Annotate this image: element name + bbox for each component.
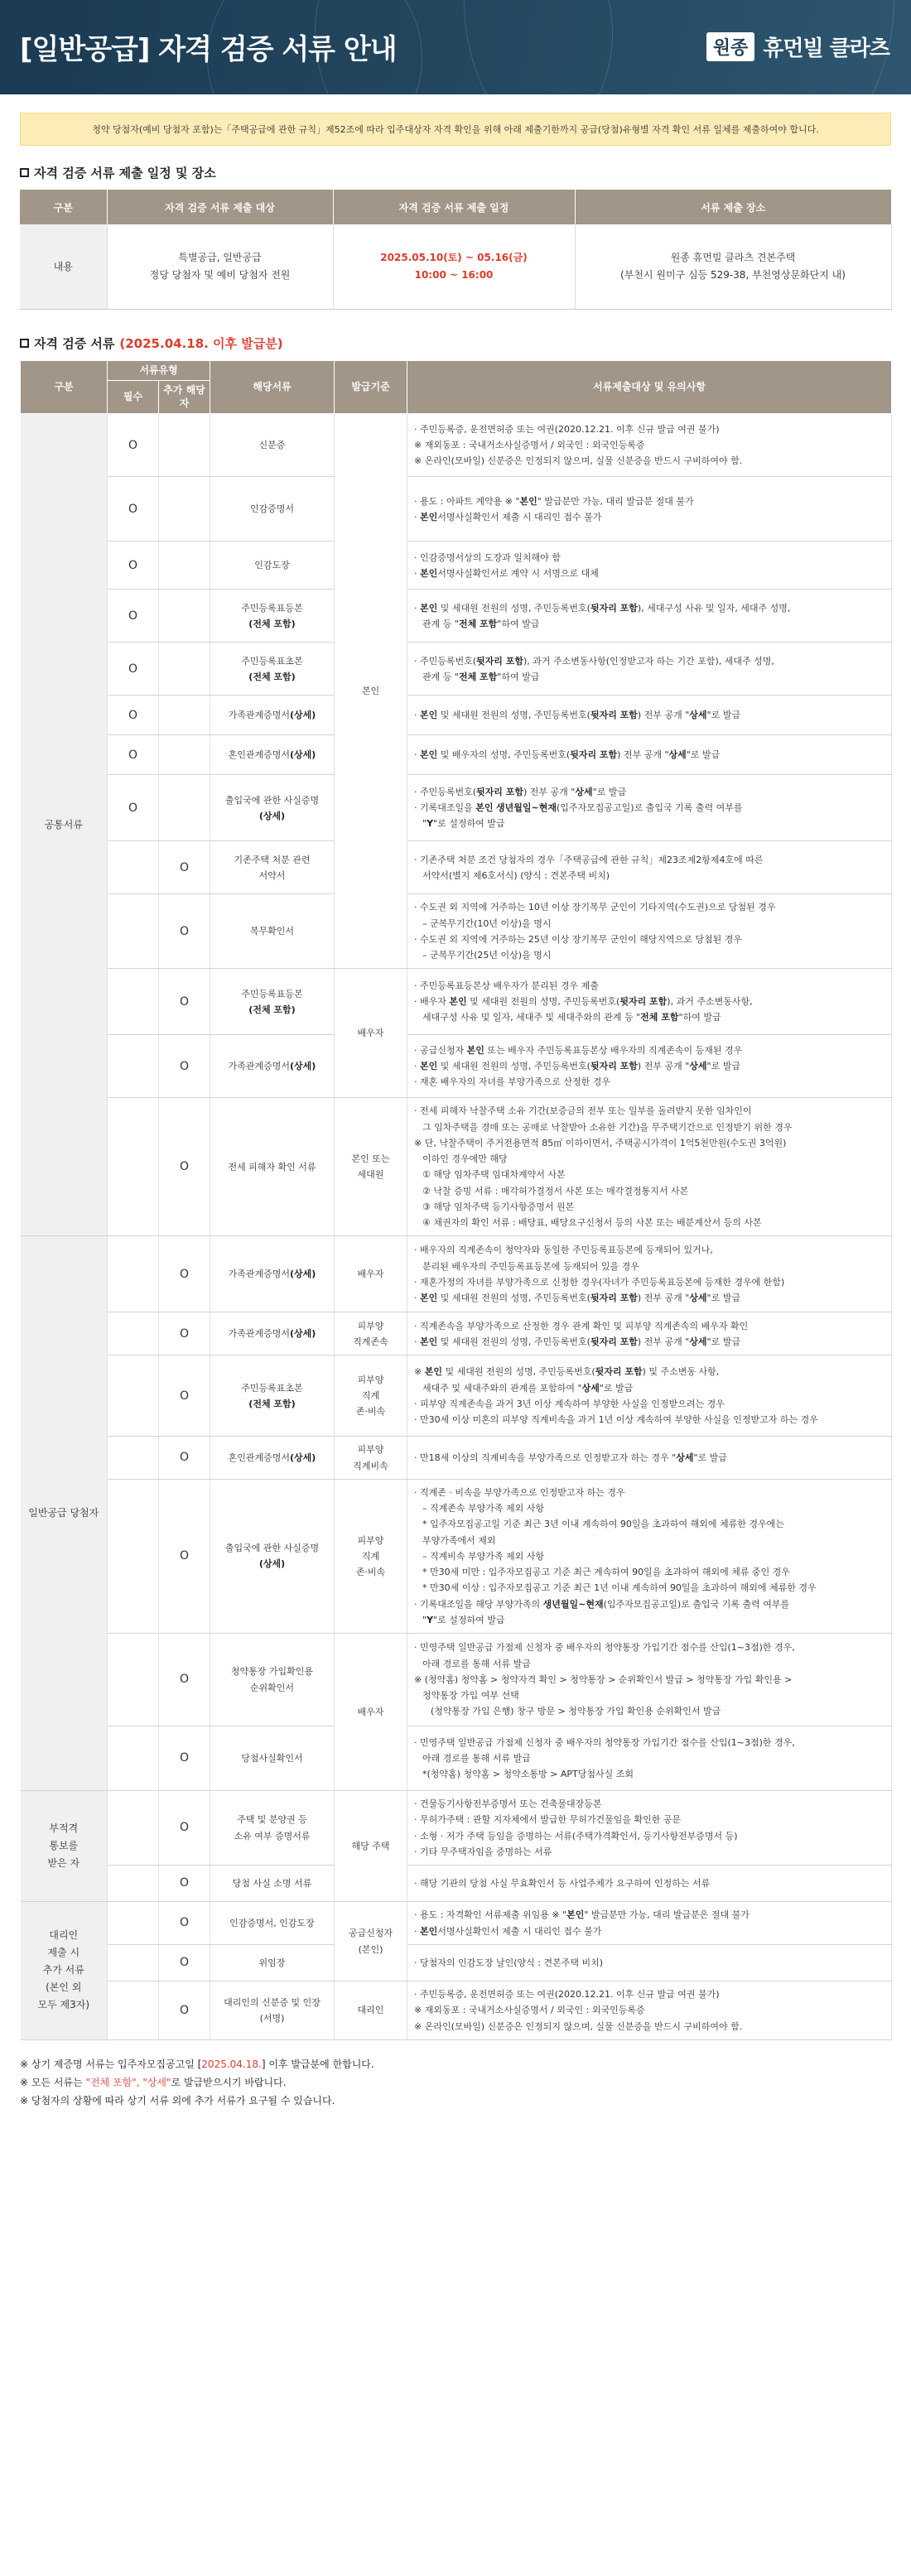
document-notes: · 민영주택 일반공급 가점제 신청자 중 배우자의 청약통장 가입기간 점수를 산입(1~3점)한 경우, 아래 경로를 통해 서류 발급 ※ (청약홈) 청약홈 > 청약자격 확인 > 청약통장 > 순위확인서 발급 > 청약통장 가입 확인용 > 청약통장 가입 여부 선택 (청약통장 가입 은행) 창구 방문 > 청약통장 가입 확인용 순위확인서 발급: [407, 1634, 892, 1726]
document-name: 당첨사실확인서: [210, 1726, 335, 1791]
document-name: 가족관계증명서(상세): [210, 1035, 335, 1098]
extra-mark: O: [159, 1437, 210, 1480]
submission-target: 특별공급, 일반공급 정당 당첨자 및 예비 당첨자 전원: [107, 224, 333, 309]
issuer-cell: 피부양 직계비속: [335, 1437, 407, 1480]
header-issuer: 발급기준: [335, 360, 407, 414]
document-name: 출입국에 관한 사실증명 (상세): [210, 1479, 335, 1633]
document-name: 인감도장: [210, 542, 335, 590]
document-notes: · 본인 및 세대원 전원의 성명, 주민등록번호(뒷자리 포함), 세대구성 사유 및 일자, 세대주 성명, 관계 등 "전체 포함"하여 발급: [407, 590, 892, 643]
document-name: 위임장: [210, 1945, 335, 1981]
table-row: [21, 696, 892, 735]
required-mark: [108, 1236, 159, 1312]
required-mark: [108, 969, 159, 1035]
required-mark: O: [108, 643, 159, 696]
required-mark: [108, 1726, 159, 1791]
extra-mark: O: [159, 1355, 210, 1437]
document-name: 인감증명서: [210, 477, 335, 542]
issuer-cell: 배우자: [335, 1634, 407, 1791]
document-name: 혼인관계증명서(상세): [210, 1437, 335, 1480]
extra-mark: [159, 414, 210, 477]
extra-mark: O: [159, 1945, 210, 1981]
required-mark: [108, 1479, 159, 1633]
row-label: 내용: [20, 224, 107, 309]
document-name: 기존주택 처분 관련 서약서: [210, 841, 335, 894]
document-name: 가족관계증명서(상세): [210, 696, 335, 735]
required-mark: [108, 1634, 159, 1726]
checkbox-square-icon: [20, 168, 29, 177]
table-row: [21, 1236, 892, 1312]
footer-note: ※ 모든 서류는 "전체 포함", "상세"로 발급받으시기 바랍니다.: [20, 2076, 287, 2088]
header-cell: 구분: [20, 190, 107, 224]
issuer-cell: 피부양 직계 존·비속: [335, 1355, 407, 1437]
table-row: [21, 735, 892, 775]
document-notes: · 수도권 외 지역에 거주하는 10년 이상 장기복무 군인이 기타지역(수도권)으로 당첨된 경우 – 군복무기간(10년 이상)을 명시 · 수도권 외 지역에 거주하는 25년 이상 장기복무 군인이 해당지역으로 당첨된 경우 – 군복무기간(25년 이상)을 명시: [407, 894, 892, 969]
header-cell: 서류 제출 장소: [575, 190, 891, 224]
header-doc-type: 서류유형: [108, 360, 210, 381]
extra-mark: [159, 643, 210, 696]
document-notes: · 주민등록증, 운전면허증 또는 여권(2020.12.21. 이후 신규 발급 여권 불가) ※ 재외동포 : 국내거소사실증명서 / 외국인 : 외국인등록증 ※ 온라인(모바일) 신분증은 인정되지 않으며, 실물 신분증을 반드시 구비하여야 함.: [407, 1981, 892, 2040]
document-notes: · 인감증명서상의 도장과 일치해야 함 · 본인서명사실확인서로 계약 시 서명으로 대체: [407, 542, 892, 590]
document-name: 청약통장 가입확인용 순위확인서: [210, 1634, 335, 1726]
document-name: 주민등록표등본 (전체 포함): [210, 969, 335, 1035]
table-row: [21, 1479, 892, 1633]
footer-note: ※ 상기 제증명 서류는 입주자모집공고일 [2025.04.18.] 이후 발급분에 한합니다.: [20, 2058, 374, 2070]
table-header-row: [21, 360, 892, 381]
brand-logo: [706, 31, 889, 62]
required-mark: O: [108, 477, 159, 542]
notice-text: 청약 당첨자(예비 당첨자 포함)는「주택공급에 관한 규칙」제52조에 따라 입주대상자 자격 확인을 위해 아래 제출기한까지 공급(당첨)유형별 자격 확인 서류 일체를 제출하여야 합니다.: [92, 124, 819, 135]
document-notes: · 직계존속을 부양가족으로 산정한 경우 관계 확인 및 피부양 직계존속의 배우자 확인 · 본인 및 세대원 전원의 성명, 주민등록번호(뒷자리 포함) 전부 공개 "상세"로 발급: [407, 1312, 892, 1355]
document-name: 혼인관계증명서(상세): [210, 735, 335, 775]
table-row: [21, 841, 892, 894]
document-name: 인감증명서, 인감도장: [210, 1902, 335, 1945]
table-row: [21, 542, 892, 590]
document-name: 주민등록표초본 (전체 포함): [210, 1355, 335, 1437]
document-name: 주민등록표초본 (전체 포함): [210, 643, 335, 696]
extra-mark: O: [159, 1479, 210, 1633]
document-notes: · 민영주택 일반공급 가점제 신청자 중 배우자의 청약통장 가입기간 점수를 산입(1~3점)한 경우, 아래 경로를 통해 서류 발급 *(청약홈) 청약홈 > 청약소통방 > APT당첨사실 조회: [407, 1726, 892, 1791]
extra-mark: O: [159, 841, 210, 894]
issuer-cell: 피부양 직계존속: [335, 1312, 407, 1355]
extra-mark: O: [159, 894, 210, 969]
table-row: [21, 643, 892, 696]
required-mark: [108, 1035, 159, 1098]
document-notes: · 공급신청자 본인 또는 배우자 주민등록표등본상 배우자의 직계존속이 등재된 경우 · 본인 및 세대원 전원의 성명, 주민등록번호(뒷자리 포함) 전부 공개 "상세"로 발급 · 재혼 배우자의 자녀를 부양가족으로 산정한 경우: [407, 1035, 892, 1098]
extra-mark: [159, 590, 210, 643]
category-cell: 대리인 제출 시 추가 서류 (본인 외 모두 제3자): [21, 1902, 108, 2040]
category-cell: 일반공급 당첨자: [21, 1236, 108, 1791]
footer-note: ※ 당첨자의 상황에 따라 상기 서류 외에 추가 서류가 요구될 수 있습니다.: [20, 2095, 335, 2107]
required-mark: [108, 1355, 159, 1437]
extra-mark: O: [159, 1312, 210, 1355]
document-notes: · 기존주택 처분 조건 당첨자의 경우「주택공급에 관한 규칙」제23조제2항제4호에 따른 서약서(별지 제6호서식) (양식 : 견본주택 비치): [407, 841, 892, 894]
required-mark: [108, 1866, 159, 1902]
footer-notes: [20, 2055, 911, 2111]
issuer-cell: 본인 또는 세대원: [335, 1098, 407, 1236]
issuer-cell: 배우자: [335, 969, 407, 1098]
extra-mark: O: [159, 969, 210, 1035]
extra-mark: [159, 477, 210, 542]
document-name: 복무확인서: [210, 894, 335, 969]
issuer-cell: 공급신청자 (본인): [335, 1902, 407, 1981]
table-row: [21, 590, 892, 643]
table-row: [21, 1035, 892, 1098]
document-notes: · 직계존 · 비속을 부양가족으로 인정받고자 하는 경우 – 직계존속 부양가족 제외 사항 * 입주자모집공고일 기준 최근 3년 이내 계속하여 90일을 초과하여 해외에 체류한 경우에는 부양가족에서 제외 – 직계비속 부양가족 제외 사항 * 만30세 미만 : 입주자모집공고 기준 최근 계속하여 90일을 초과하여 해외에 체류 중인 경우 * 만30세 이상 : 입주자모집공고 기준 최근 1년 이내 계속하여 90일을 초과하여 해외에 체류한 경우 · 기록대조일을 해당 부양가족의 생년월일~현재(입주자모집공고일)로 출입국 기록 출력 여부를 "Y"로 설정하여 발급: [407, 1479, 892, 1633]
document-name: 가족관계증명서(상세): [210, 1236, 335, 1312]
issuer-cell: 피부양 직계 존·비속: [335, 1479, 407, 1633]
required-mark: [108, 1791, 159, 1866]
document-notes: · 해당 기관의 당첨 사실 무효확인서 등 사업주체가 요구하여 인정하는 서류: [407, 1866, 892, 1902]
category-cell: 부적격 통보를 받은 자: [21, 1791, 108, 1902]
section-title-text: 자격 검증 서류 제출 일정 및 장소: [34, 166, 216, 181]
required-mark: O: [108, 696, 159, 735]
document-notes: · 배우자의 직계존속이 청약자와 동일한 주민등록표등본에 등재되어 있거나, 분리된 배우자의 주민등록표등본에 등재되어 있을 경우 · 재혼가정의 자녀를 부양가족으로 신청한 경우(자녀가 주민등록표등본에 등재한 경우에 한함) · 본인 및 세대원 전원의 성명, 주민등록번호(뒷자리 포함) 전부 공개 "상세"로 발급: [407, 1236, 892, 1312]
extra-mark: O: [159, 1902, 210, 1945]
required-mark: [108, 1437, 159, 1480]
table-row: [21, 1866, 892, 1902]
issuer-cell: 본인: [335, 414, 407, 969]
document-name: 주택 및 분양권 등 소유 여부 증명서류: [210, 1791, 335, 1866]
required-mark: [108, 1312, 159, 1355]
document-name: 당첨 사실 소명 서류: [210, 1866, 335, 1902]
table-row: [21, 894, 892, 969]
document-notes: · 본인 및 세대원 전원의 성명, 주민등록번호(뒷자리 포함) 전부 공개 "상세"로 발급: [407, 696, 892, 735]
documents-table: [20, 360, 892, 2040]
table-row: [21, 1902, 892, 1945]
required-mark: [108, 1902, 159, 1945]
section-title-text: 자격 검증 서류: [34, 335, 115, 351]
table-row: [21, 1945, 892, 1981]
header-cell: 자격 검증 서류 제출 대상: [107, 190, 333, 224]
document-notes: ※ 본인 및 세대원 전원의 성명, 주민등록번호(뒷자리 포함) 및 주소변동 사항, 세대주 및 세대주와의 관계를 포함하여 "상세"로 발급 · 피부양 직계존속을 과거 3년 이상 계속하여 부양한 사실을 인정받으려는 경우 · 만30세 이상 미혼의 피부양 직계비속을 과거 1년 이상 계속하여 부양한 사실을 인정받고자 하는 경우: [407, 1355, 892, 1437]
submission-schedule: 2025.05.10(토) ~ 05.16(금) 10:00 ~ 16:00: [333, 224, 575, 309]
table-row: [21, 1437, 892, 1480]
table-row: [21, 477, 892, 542]
table-row: [21, 969, 892, 1035]
document-name: 가족관계증명서(상세): [210, 1312, 335, 1355]
extra-mark: O: [159, 1791, 210, 1866]
document-notes: · 주민등록번호(뒷자리 포함) 전부 공개 "상세"로 발급 · 기록대조일을 본인 생년월일~현재(입주자모집공고일)로 출입국 기록 출력 여부를 "Y"로 설정하여 발급: [407, 775, 892, 841]
header-required: 필수: [108, 381, 159, 414]
header-doc: 해당서류: [210, 360, 335, 414]
section-title-schedule: [20, 164, 911, 181]
notice-banner: [20, 113, 891, 146]
brand-badge: 원종: [706, 32, 755, 61]
extra-mark: O: [159, 1035, 210, 1098]
table-row: [21, 1634, 892, 1726]
table-row: [21, 414, 892, 477]
table-row: [21, 1791, 892, 1866]
section-title-date: (2025.04.18. 이후 발급분): [119, 335, 283, 351]
table-row: [21, 1312, 892, 1355]
table-row: [21, 1355, 892, 1437]
extra-mark: [159, 542, 210, 590]
extra-mark: O: [159, 1981, 210, 2040]
document-notes: · 건물등기사항전부증명서 또는 건축물대장등본 · 무허가주택 : 관할 지자체에서 발급한 무허가건물임을 확인한 공문 · 소형 · 저가 주택 등임을 증명하는 서류(주택가격확인서, 등기사항전부증명서 등) · 기타 무주택자임을 증명하는 서류: [407, 1791, 892, 1866]
header-category: 구분: [21, 360, 108, 414]
header-cell: 자격 검증 서류 제출 일정: [333, 190, 575, 224]
required-mark: O: [108, 735, 159, 775]
issuer-cell: 대리인: [335, 1981, 407, 2040]
required-mark: O: [108, 775, 159, 841]
document-name: 전세 피해자 확인 서류: [210, 1098, 335, 1236]
document-notes: · 주민등록번호(뒷자리 포함), 과거 주소변동사항(인정받고자 하는 기간 포함), 세대주 성명, 관계 등 "전체 포함"하여 발급: [407, 643, 892, 696]
header-notes: 서류제출대상 및 유의사항: [407, 360, 892, 414]
extra-mark: [159, 696, 210, 735]
table-row: [20, 224, 891, 309]
schedule-table: [20, 190, 892, 310]
table-row: [21, 1981, 892, 2040]
table-header-row: [20, 190, 891, 224]
required-mark: O: [108, 542, 159, 590]
submission-place: 원종 휴먼빌 클라츠 견본주택 (부천시 원미구 심등 529-38, 부천영상문화단지 내): [575, 224, 891, 309]
required-mark: [108, 1981, 159, 2040]
extra-mark: [159, 775, 210, 841]
required-mark: [108, 1098, 159, 1236]
required-mark: O: [108, 590, 159, 643]
extra-mark: [159, 735, 210, 775]
document-notes: · 만18세 이상의 직계비속을 부양가족으로 인정받고자 하는 경우 "상세"로 발급: [407, 1437, 892, 1480]
issuer-cell: 해당 주택: [335, 1791, 407, 1902]
extra-mark: O: [159, 1236, 210, 1312]
checkbox-square-icon: [20, 339, 29, 348]
document-name: 주민등록표등본 (전체 포함): [210, 590, 335, 643]
required-mark: O: [108, 414, 159, 477]
page-header: [0, 0, 911, 94]
brand-name: 휴먼빌 클라츠: [763, 36, 889, 61]
required-mark: [108, 1945, 159, 1981]
table-row: [21, 775, 892, 841]
section-title-documents: [20, 335, 911, 352]
document-name: 신분증: [210, 414, 335, 477]
document-notes: · 당첨자의 인감도장 날인(양식 : 견본주택 비치): [407, 1945, 892, 1981]
document-notes: · 본인 및 배우자의 성명, 주민등록번호(뒷자리 포함) 전부 공개 "상세"로 발급: [407, 735, 892, 775]
document-name: 대리인의 신분증 및 인장 (서명): [210, 1981, 335, 2040]
required-mark: [108, 894, 159, 969]
table-row: [21, 1726, 892, 1791]
page-title: [일반공급] 자격 검증 서류 안내: [20, 33, 397, 66]
extra-mark: O: [159, 1866, 210, 1902]
document-notes: · 용도 : 아파트 계약용 ※ "본인" 발급분만 가능, 대리 발급분 절대 불가 · 본인서명사실확인서 제출 시 대리인 접수 불가: [407, 477, 892, 542]
document-notes: · 주민등록증, 운전면허증 또는 여권(2020.12.21. 이후 신규 발급 여권 불가) ※ 재외동포 : 국내거소사실증명서 / 외국인 : 외국인등록증 ※ 온라인(모바일) 신분증은 인정되지 않으며, 실물 신분증을 반드시 구비하여야 함.: [407, 414, 892, 477]
extra-mark: O: [159, 1726, 210, 1791]
header-extra: 추가 해당자: [159, 381, 210, 414]
document-notes: · 전세 피해자 낙찰주택 소유 기간(보증금의 전부 또는 일부를 돌려받지 못한 임차인이 그 임차주택을 경매 또는 공매로 낙찰받아 소유한 기간)을 무주택기간으로 인정받기 위한 경우 ※ 단, 낙찰주택이 주거전용면적 85㎡ 이하이면서, 주택공시가격이 1억5천만원(수도권 3억원) 이하인 경우에만 해당 ① 해당 임차주택 임대차계약서 사본 ② 낙찰 증빙 서류 : 매각허가결정서 사본 또는 매각결정통지서 사본 ③ 해당 임차주택 등기사항증명서 원본 ④ 채권자의 확인 서류 : 배당표, 배당요구신청서 등의 사본 또는 배분계산서 등의 사본: [407, 1098, 892, 1236]
category-cell: 공통서류: [21, 414, 108, 1236]
document-notes: · 용도 : 자격확인 서류제출 위임용 ※ "본인" 발급분만 가능, 대리 발급분은 절대 불가 · 본인서명사실확인서 제출 시 대리인 접수 불가: [407, 1902, 892, 1945]
required-mark: [108, 841, 159, 894]
document-name: 출입국에 관한 사실증명 (상세): [210, 775, 335, 841]
issuer-cell: 배우자: [335, 1236, 407, 1312]
extra-mark: O: [159, 1098, 210, 1236]
extra-mark: O: [159, 1634, 210, 1726]
table-row: [21, 1098, 892, 1236]
document-notes: · 주민등록표등본상 배우자가 분리된 경우 제출 · 배우자 본인 및 세대원 전원의 성명, 주민등록번호(뒷자리 포함), 과거 주소변동사항, 세대구성 사유 및 일자, 세대주 및 세대주와의 관계 등 "전체 포함"하여 발급: [407, 969, 892, 1035]
